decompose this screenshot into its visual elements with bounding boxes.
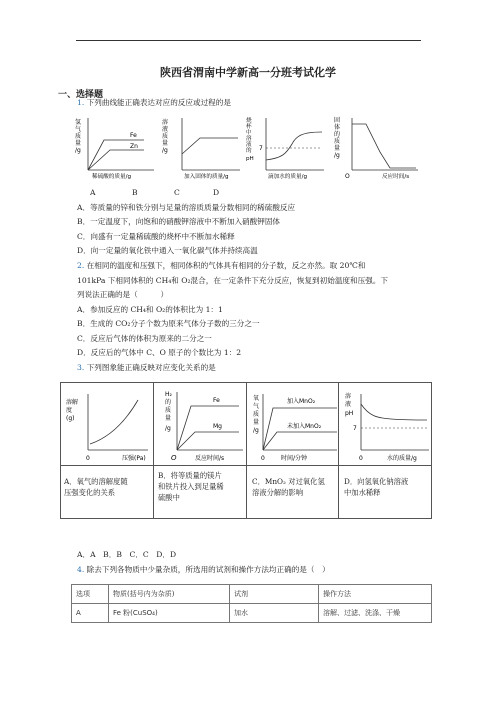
q2-option-a: A．参加反应的 CH₄和 O₂的体积比为 1：1 (77, 305, 223, 314)
q1b-xlabel: 加入固体的质量/g (184, 174, 229, 180)
q1b-ylabel: 溶液质量/g (162, 119, 169, 154)
q4-header-method: 操作方法 (319, 585, 432, 604)
q1-option-b: B．一定温度下，向饱和的硝酸钾溶液中不断加入硝酸钾固体 (77, 217, 281, 226)
section-heading: 一、选择题 (58, 90, 104, 100)
q2-stem-1: 在相同的温度和压强下，相同体积的气体具有相同的分子数，反之亦然。取 20℃和 (86, 261, 366, 270)
q1-option-d: D．向一定量的氧化铁中通入一氧化碳气体并持续高温 (77, 246, 258, 255)
q1b-line (182, 138, 238, 154)
q3-caption-c-line1: C．MnO₂ 对过氧化氢 (252, 477, 325, 486)
q4-header-reagent: 试剂 (230, 585, 319, 604)
q4-stem: 除去下列各物质中少量杂质，所选用的试剂和操作方法均正确的是（ ） (86, 565, 330, 574)
q2-number: 2. (77, 261, 85, 270)
q3b-xlabel: 反应时间/s (195, 455, 225, 462)
q3d-origin: 0 (359, 455, 363, 462)
q4-header-option: 选项 (72, 585, 109, 604)
q4-header-substance: 物质(括号内为杂质) (109, 585, 230, 604)
q4-header-row (72, 585, 432, 604)
q1a-xlabel: 稀硫酸的质量/g (92, 174, 131, 180)
q3b-origin: O (171, 454, 177, 462)
q1-option-letter-b: B (132, 188, 138, 197)
q1d-xlabel: 反应时间/s (382, 174, 410, 180)
q1-chart-b (160, 114, 242, 180)
q3d-ylabel: 溶液 pH (345, 393, 354, 417)
q4-number: 4. (77, 565, 85, 574)
q1-option-letter-a: A (90, 188, 96, 197)
q3-stem: 下列图象能正确反映对应变化关系的是 (86, 363, 216, 372)
q3c-origin: 0 (261, 455, 265, 462)
q1a-ylabel: 氢气质量/g (75, 119, 82, 154)
q2-option-b: B．生成的 CO₂分子个数为原来气体分子数的三分之一 (77, 319, 260, 328)
q4-stem-line (77, 565, 330, 575)
q1-option-letter-c: C (174, 188, 180, 197)
q1-stem-line (77, 98, 231, 108)
q3c-xlabel: 时间/分钟 (281, 455, 308, 462)
q3-caption-c-line2: 溶液分解的影响 (252, 488, 304, 497)
q3-caption-a-line2: 压强变化的关系 (64, 488, 116, 497)
q1-option-c: C．向盛有一定量稀硫酸的烧杯中不断加水稀释 (77, 232, 235, 241)
q3b-series-fe: Fe (213, 397, 220, 404)
q1-chart-d (330, 114, 420, 180)
q1d-line (352, 124, 416, 168)
q4-cell-method: 溶解、过滤、洗涤、干燥 (319, 604, 432, 623)
q3b-line-mg (177, 432, 239, 450)
q2-stem-line-3: 列说法正确的是（ ） (77, 290, 169, 299)
q3-caption-a (64, 476, 128, 498)
q3-answer-options: A．A B．B C．C D．D (77, 550, 177, 559)
q1-number: 1. (77, 98, 85, 107)
q3d-tick-7: 7 (353, 425, 357, 432)
q1c-curve (266, 132, 322, 160)
q4-cell-substance: Fe 粉(CuSO₄) (109, 604, 230, 623)
q3d-curve (361, 404, 427, 420)
q1-chart-c (244, 114, 326, 180)
q1a-line-zn (88, 150, 144, 170)
q3-caption-d-line1: D．向氢氧化钠溶液 (344, 477, 409, 486)
q2-option-c: C．反应后气体的体积为原来的二分之一 (77, 334, 212, 343)
q3-chart-a (62, 388, 150, 466)
q3-chart-d (341, 388, 431, 466)
q3d-xlabel: 水的质量/g (387, 455, 417, 462)
q3a-xlabel: 压强(Pa) (122, 455, 146, 462)
q3c-line-without-catalyst (263, 432, 337, 450)
q3-caption-b-line1: B．将等质量的镁片 (158, 471, 222, 480)
q1c-xlabel: 滴加水的质量/g (268, 174, 307, 180)
page-title: 陕西省渭南中学新高一分班考试化学 (160, 66, 336, 79)
q1-stem: 下列曲线能正确表达对应的反应或过程的是 (86, 98, 231, 107)
q3b-ylabel: H₂ 的质量/g (165, 391, 172, 432)
q1-option-letter-d: D (213, 188, 220, 197)
q1a-series-zn: Zn (130, 143, 138, 150)
q1a-series-fe: Fe (130, 132, 137, 139)
q1d-ylabel: 固体的质量/g (334, 117, 341, 159)
q3b-series-mg: Mg (213, 423, 222, 430)
q3-stem-line (77, 363, 216, 373)
q3-caption-d (344, 476, 408, 498)
q4-cell-option: A (72, 604, 109, 623)
q1c-tick-7: 7 (259, 145, 263, 152)
q2-option-d: D．反应后的气体中 C、O 原子的个数比为 1：2 (77, 348, 242, 357)
q3-caption-b (158, 470, 224, 503)
q3-caption-d-line2: 中加水稀释 (344, 488, 381, 497)
q3c-series-with: 加入MnO₂ (287, 398, 316, 405)
q3c-ylabel: 氧气质量/g (253, 395, 260, 434)
q3-chart-b (155, 388, 245, 466)
q1c-ylabel: 烧杯中溶液的 pH (246, 118, 254, 162)
q3-chart-c (249, 388, 339, 466)
q3c-series-without: 未加入MnO₂ (287, 423, 322, 430)
q1-option-a: A．等质量的锌和铁分别与足量的溶质质量分数相同的稀硫酸反应 (77, 203, 296, 212)
header-rule (76, 40, 421, 41)
q3-caption-b-line2: 和铁片投入到足量稀 (158, 482, 224, 491)
q3a-origin: 0 (86, 455, 90, 462)
q2-stem-line-1 (77, 261, 365, 271)
q1-chart-a (74, 114, 156, 180)
q1d-origin: O (345, 173, 350, 180)
q3-caption-a-line1: A．氧气的溶解度随 (64, 477, 128, 486)
q4-table (71, 584, 432, 623)
q3-caption-c (252, 476, 325, 498)
q2-stem-line-2: 101kPa 下相同体积的 CH₄和 O₂混合，在一定条件下充分反应，恢复到初始温度和压强。下 (77, 276, 388, 285)
q3b-line-fe (177, 406, 239, 450)
table-row (72, 604, 432, 623)
q3a-ylabel: 溶解度(g) (66, 399, 79, 422)
q3-number: 3. (77, 363, 85, 372)
q4-cell-reagent: 加水 (230, 604, 319, 623)
q3a-curve (90, 400, 138, 444)
q3-caption-b-line3: 硫酸中 (158, 493, 180, 502)
